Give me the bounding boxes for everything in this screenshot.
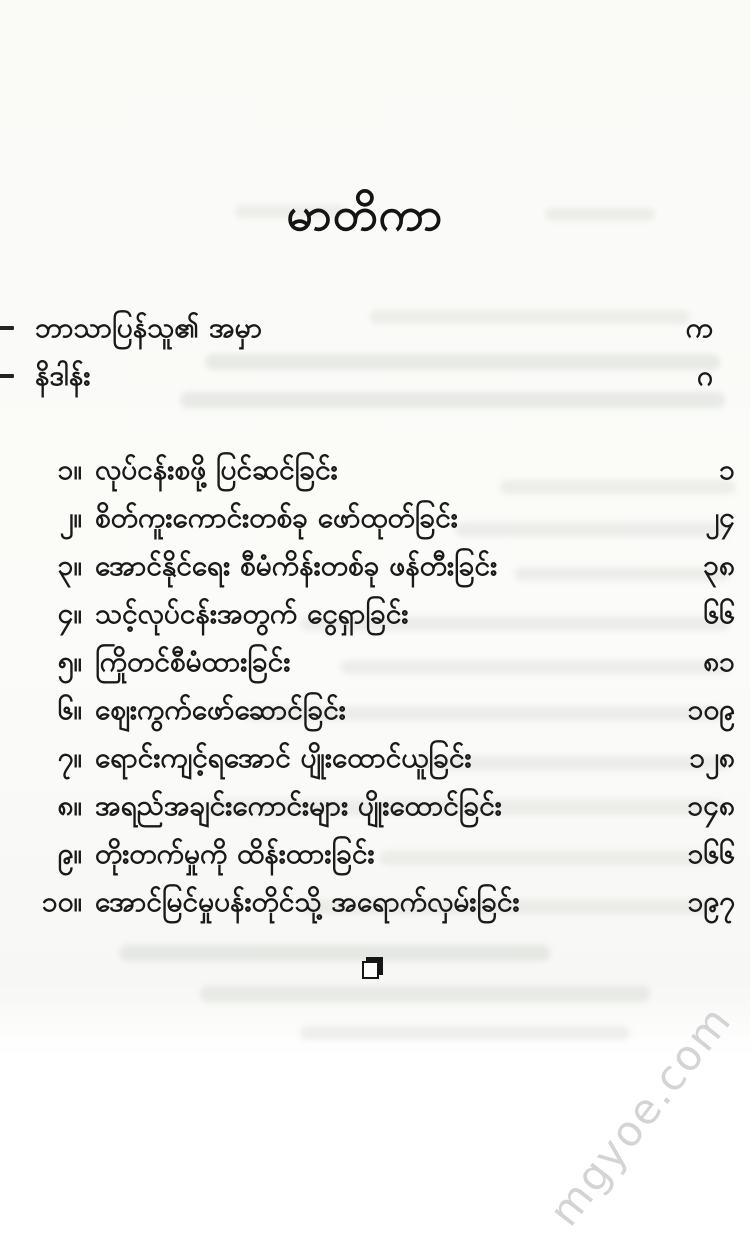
chapter-title: အရည်အချင်းကောင်းများ ပျိုးထောင်ခြင်း <box>95 789 502 822</box>
front-matter-list <box>0 304 735 400</box>
toc-entry-page: ဂ <box>697 359 713 392</box>
toc-chapter-row <box>0 494 735 542</box>
toc-chapter-row <box>0 782 735 830</box>
chapter-page: ၃၈ <box>703 549 735 582</box>
toc-chapter-row <box>0 590 735 638</box>
chapter-page: ၁၄၈ <box>687 789 735 822</box>
chapter-number: ၆။ <box>57 693 82 726</box>
list-dash-icon <box>0 374 14 378</box>
toc-front-row <box>0 304 735 352</box>
ghost-text-artifact <box>120 945 550 961</box>
ghost-text-artifact <box>300 1026 630 1040</box>
chapter-number: ၁။ <box>57 453 82 486</box>
chapter-page: ၁၀၉ <box>687 693 735 726</box>
chapter-page: ၁ <box>719 453 735 486</box>
chapter-title: ဈေးကွက်ဖော်ဆောင်ခြင်း <box>95 693 346 726</box>
chapter-number: ၈။ <box>57 789 82 822</box>
toc-chapter-row <box>0 686 735 734</box>
toc-entry-label: နိဒါန်း <box>35 359 91 392</box>
chapter-title: အောင်နိုင်ရေး စီမံကိန်းတစ်ခု ဖန်တီးခြင်း <box>95 549 498 582</box>
chapter-title: အောင်မြင်မှုပန်းတိုင်သို့ အရောက်လှမ်းခြင်း <box>95 885 520 918</box>
watermark-text: mgyoe.com <box>539 995 742 1235</box>
chapter-page: ၂၄ <box>705 501 735 534</box>
chapter-number: ၃။ <box>57 549 82 582</box>
toc-entry-page: က <box>685 311 713 344</box>
chapter-number: ၇။ <box>57 741 82 774</box>
toc-chapter-row <box>0 446 735 494</box>
chapter-page: ၁၆၆ <box>687 837 735 870</box>
chapter-title: သင့်လုပ်ငန်းအတွက် ငွေရှာခြင်း <box>95 597 409 630</box>
chapter-number: ၂။ <box>59 501 82 534</box>
chapter-title: လုပ်ငန်းစဖို့ ပြင်ဆင်ခြင်း <box>95 453 338 486</box>
toc-chapter-row <box>0 878 735 926</box>
chapter-page: ၈၁ <box>703 645 735 678</box>
chapter-title: စိတ်ကူးကောင်းတစ်ခု ဖော်ထုတ်ခြင်း <box>95 501 458 534</box>
chapter-title: ရောင်းကျင့်ရအောင် ပျိုးထောင်ယူခြင်း <box>95 741 472 774</box>
chapter-number: ၅။ <box>57 645 82 678</box>
toc-chapter-row <box>0 542 735 590</box>
toc-entry-label: ဘာသာပြန်သူ၏ အမှာ <box>35 311 263 344</box>
toc-chapter-row <box>0 734 735 782</box>
list-dash-icon <box>0 326 14 330</box>
toc-chapter-row <box>0 638 735 686</box>
ghost-text-artifact <box>200 986 650 1002</box>
end-of-toc-square-icon <box>362 961 379 979</box>
toc-front-row <box>0 352 735 400</box>
chapter-page: ၆၆ <box>703 597 735 630</box>
chapter-number: ၉။ <box>57 837 82 870</box>
page-title: မာတိကာ <box>286 187 444 241</box>
chapter-page: ၁၂၈ <box>689 741 735 774</box>
chapter-page: ၁၉၇ <box>687 885 735 918</box>
chapter-number: ၁၀။ <box>42 885 82 918</box>
chapter-list <box>0 446 735 926</box>
chapter-title: တိုးတက်မှုကို ထိန်းထားခြင်း <box>95 837 375 870</box>
chapter-title: ကြိုတင်စီမံထားခြင်း <box>95 645 291 678</box>
chapter-number: ၄။ <box>57 597 82 630</box>
toc-chapter-row <box>0 830 735 878</box>
